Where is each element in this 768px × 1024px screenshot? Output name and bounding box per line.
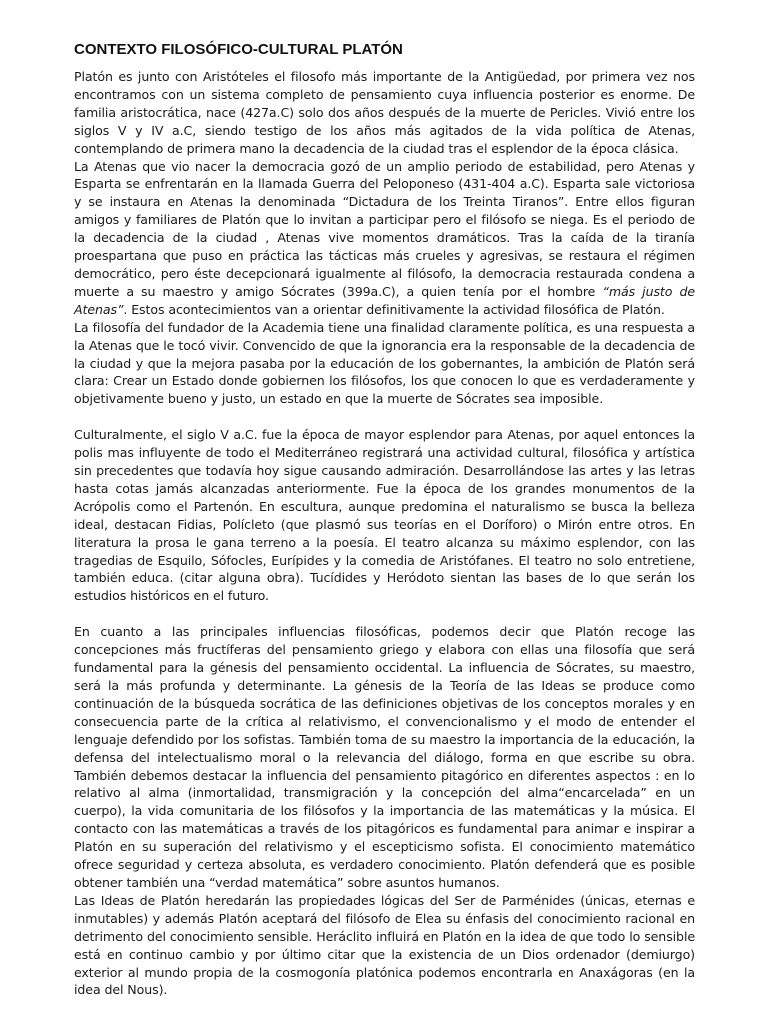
document-title: CONTEXTO FILOSÓFICO-CULTURAL PLATÓN (74, 41, 403, 58)
paragraph-cultural-context: Culturalmente, el siglo V a.C. fue la época de mayor esplendor para Atenas, por aquel entonces la polis mas influyente de todo el Mediterráneo registrará una actividad cultural, filosófica y artística sin precedentes que todavía hoy sigue causando admiración. Desarrollándose las artes y las letras hasta cotas jamás alcanzadas anteriormente. Fue la época de los grandes monumentos de la Acrópolis como el Partenón. En escultura, aunque predomina el naturalismo se busca la belleza ideal, destacan Fidias, Polícleto (que plasmó sus teorías en el Doríforo) o Mirón entre otros. En literatura la prosa le gana terreno a la poesía. El teatro alcanza su máximo esplendor, con las tragedias de Esquilo, Sófocles, Eurípides y la comedia de Aristófanes. El teatro no solo entretiene, también educa. (citar alguna obra). Tucídides y Heródoto sientan las bases de lo que serán los estudios históricos en el futuro. (74, 427, 695, 604)
paragraph-philosophical-influences: En cuanto a las principales influencias filosóficas, podemos decir que Platón recoge las concepciones más fructíferas del pensamiento griego y elabora con ellas una filosofía que será fundamental para la génesis del pensamiento occidental. La influencia de Sócrates, su maestro, será la más profunda y determinante. La génesis de la Teoría de las Ideas se produce como continuación de la búsqueda socrática de las definiciones objetivas de los conceptos morales y en consecuencia parte de la crítica al relativismo, el convencionalismo y el modo de entender el lenguaje defendido por los sofistas. También toma de su maestro la importancia de la educación, la defensa del intelectualismo moral o la relevancia del diálogo, forma en que escribe su obra. También debemos destacar la influencia del pensamiento pitagórico en diferentes aspectos : en lo relativo al alma (inmortalidad, transmigración y la concepción del alma“encarcelada” en un cuerpo), la vida comunitaria de los filósofos y la importancia de las matemáticas y la música. El contacto con las matemáticas a través de los pitagóricos es fundamental para animar e inspirar a Platón en su superación del relativismo y el escepticismo sofista. El conocimiento matemático ofrece seguridad y certeza absoluta, es verdadero conocimiento. Platón defenderá que es posible obtener también una “verdad matemática” sobre asuntos humanos. (74, 624, 695, 890)
quote-mas-justo: “más justo de Atenas” (74, 283, 695, 317)
paragraph-parmenides-heraclitus: Las Ideas de Platón heredarán las propiedades lógicas del Ser de Parménides (únicas, eternas e inmutables) y además Platón aceptará del filósofo de Elea su énfasis del conocimiento racional en detrimento del conocimiento sensible. Heráclito influirá en Platón en la idea de que todo lo sensible está en continuo cambio y por último citar que la existencia de un Dios ordenador (demiurgo) exterior al mundo propia de la cosmogonía platónica podemos encontrarla en Anaxágoras (en la idea del Nous). (74, 892, 695, 998)
document-page (74, 40, 695, 999)
paragraph-academy-philosophy: La filosofía del fundador de la Academia tiene una finalidad claramente política, es una respuesta a la Atenas que le tocó vivir. Convencido de que la ignorancia era la responsable de la decadencia de la ciudad y que la mejora pasaba por la educación de los gobernantes, la ambición de Platón será clara: Crear un Estado donde gobiernen los filósofos, los que conocen lo que es verdaderamente y objetivamente bueno y justo, un estado en que la muerte de Sócrates sea imposible. (74, 319, 695, 407)
paragraph-political-context (74, 158, 695, 319)
paragraph-spacer (74, 605, 695, 623)
paragraph-political-context-end: . Estos acontecimientos van a orientar definitivamente la actividad filosófica de Platón. (123, 301, 665, 317)
paragraph-spacer (74, 408, 695, 426)
paragraph-intro: Platón es junto con Aristóteles el filosofo más importante de la Antigüedad, por primera vez nos encontramos con un sistema completo de pensamiento cuya influencia posterior es enorme. De familia aristocrática, nace (427a.C) solo dos años después de la muerte de Pericles. Vivió entre los siglos V y IV a.C, siendo testigo de los años más agitados de la vida política de Atenas, contemplando de primera mano la decadencia de la ciudad tras el esplendor de la época clásica. (74, 69, 695, 156)
paragraph-political-context-text: La Atenas que vio nacer la democracia gozó de un amplio periodo de estabilidad, pero Atenas y Esparta se enfrentarán en la llamada Guerra del Peloponeso (431-404 a.C). Esparta sale victoriosa y se instaura en Atenas la denominada “Dictadura de los Treinta Tiranos”. Entre ellos figuran amigos y familiares de Platón que lo invitan a participar pero el filósofo se niega. Es el periodo de la decadencia de la ciudad , Atenas vive momentos dramáticos. Tras la caída de la tiranía proespartana que puso en práctica las tácticas más crueles y agresivas, se restaura el régimen democrático, pero éste decepcionará igualmente al filósofo, la democracia restaurada condena a muerte a su maestro y amigo Sócrates (399a.C), a quien tenía por el hombre (74, 158, 695, 299)
